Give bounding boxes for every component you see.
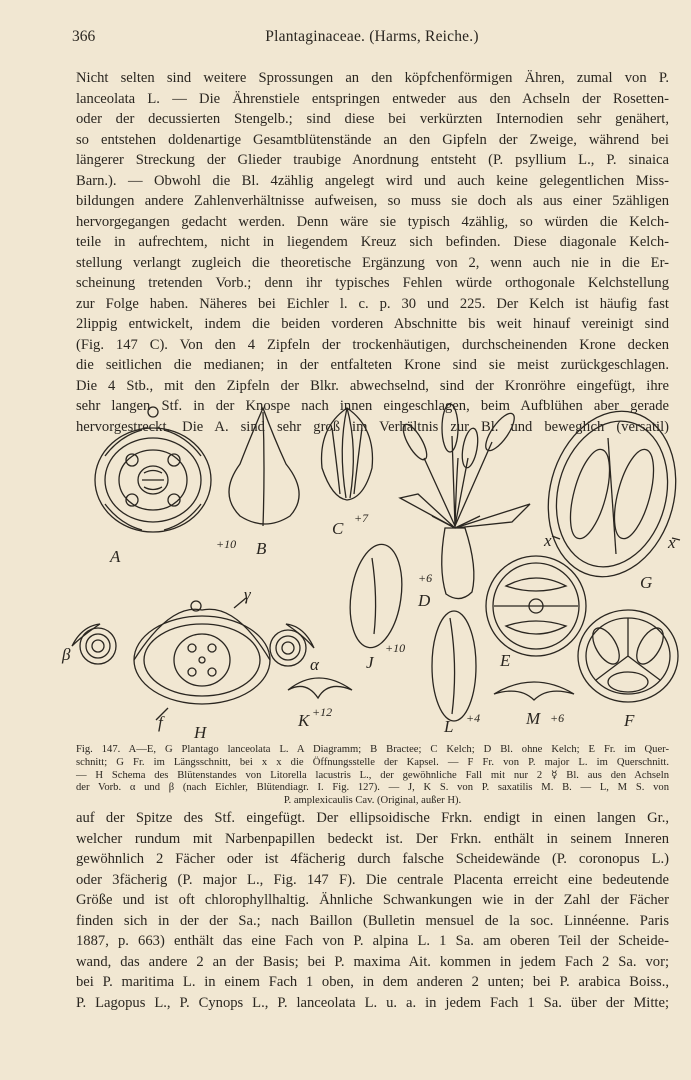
text-line: oder der decussierten Stengelb.; sind diese bei verkürzten Internodien sehr genähert, <box>76 111 669 127</box>
diagram-a <box>95 407 211 532</box>
text-line: Nicht selten sind weitere Sprossungen an den köpfchenförmigen Ähren, zumal von P. <box>76 70 669 86</box>
magnification-m: +6 <box>550 711 565 725</box>
text-line: längerer Streckung der Glieder traubige Anordnung entsteht (P. psyllium L., P. sinaica <box>76 152 669 168</box>
text-line: finden sich in der der Sa.; nach Baillon (Bulletin mensuel de la soc. Linnéenne. Paris <box>76 912 669 929</box>
diagram-h <box>72 598 314 720</box>
calyx-c <box>322 408 373 500</box>
figure-caption <box>76 744 669 808</box>
caption-line: — H Schema des Blütenstandes von Litorella lacustris L., der gewöhnliche Fall mit nur 2 ☿ Bl. aus den Achseln <box>76 769 669 781</box>
label-g: G <box>640 573 653 592</box>
label-alpha: α <box>310 655 319 674</box>
text-line: zur Folge haben. Näheres bei Eichler l. c. p. 30 und 225. Der Kelch ist häufig fast <box>76 295 669 312</box>
label-f-lower: f <box>158 713 163 732</box>
text-line: Die 4 Stb., mit den Zipfeln der Blkr. abwechselnd, sind der Kronröhre eingefügt, ihre <box>76 377 669 394</box>
fruit-f <box>578 610 678 702</box>
label-beta: β <box>62 645 71 664</box>
text-line: stellung verlangt zugleich die theoretische Ergänzung von 2, wenn auch nie in die Er- <box>76 254 669 271</box>
label-j: J <box>366 653 374 672</box>
label-l: L <box>444 717 454 736</box>
fruit-g <box>530 398 690 591</box>
text-line: gewöhnlich 2 Fächer oder ist 4fächerig durch falsche Scheidewände (P. coronopus L.) <box>76 851 669 867</box>
text-line: hervorgegangen gedacht werden. Denn wäre sie typisch 4zählig, so würden die Kelch- <box>76 213 669 230</box>
text-line: Barn.). — Obwohl die Bl. 4zählig angelegt wird und auch keine gelegentlichen Miss- <box>76 172 669 189</box>
text-line: bildungen andere Zahlenverhältnisse aufweisen, so muss sie doch als aus einer 5zähligen <box>76 193 669 209</box>
label-d: D <box>418 591 431 610</box>
magnification-k: +12 <box>312 705 333 719</box>
body-paragraph-2 <box>76 808 669 1013</box>
label-gamma: γ <box>244 585 251 604</box>
text-line: auf der Spitze des Stf. eingefügt. Der ellipsoidische Frkn. endigt in einen langen Gr., <box>76 810 669 826</box>
label-x-left: x <box>544 531 552 550</box>
seed-m <box>494 682 574 700</box>
text-line: so entstehen doldenartige Gesamtblütenstände an den Gipfeln der Zweige, während bei <box>76 131 669 148</box>
caption-line: der Vorb. α und β (nach Eichler, Blütendiagr. I. Fig. 127). — J, K S. von P. saxatilis M. B. — L, M S. von <box>76 782 669 794</box>
label-m: M <box>526 709 541 728</box>
magnification-l: +4 <box>466 711 481 725</box>
seed-k <box>288 678 352 698</box>
magnification-b: +10 <box>216 537 237 551</box>
text-line: P. Lagopus L., P. Cynops L., P. lanceolata L. u. a. in jedem Fach 1 Sa. über der Mitte; <box>76 994 669 1011</box>
text-line: welcher rundum mit Narbenpapillen bedeckt ist. Der Frkn. enthält in seinem Inneren <box>76 830 669 847</box>
text-line: (Fig. 147 C). Von den 4 Zipfeln der trockenhäutigen, durchscheinenden Krone decken <box>76 336 669 353</box>
page-header <box>72 28 672 52</box>
figure-147 <box>60 398 690 743</box>
magnification-d: +6 <box>418 571 433 585</box>
text-line: sehr langen Stf. in der Knospe nach innen eingeschlagen, beim Aufblühen aber gerade <box>76 398 669 414</box>
text-line: hervorgestreckt. Die A. sind sehr groß im Verhältnis zur Bl. und beweglich (versatil) <box>76 418 669 435</box>
flower-d <box>399 404 530 599</box>
label-x-right: x <box>668 533 676 552</box>
label-e: E <box>500 651 511 670</box>
caption-line: P. amplexicaulis Cav. (Original, außer H). <box>283 795 462 807</box>
text-line: 1887, p. 663) enthält das eine Fach von P. alpina L. 1 Sa. am oberen Teil der Scheide- <box>76 933 669 949</box>
running-title: Plantaginaceae. (Harms, Reiche.) <box>265 28 479 45</box>
label-b: B <box>256 539 267 558</box>
text-line: Größe und ist oft chlorophyllhaltig. Ähnliche Schwankungen wie in der Zahl der Fächer <box>76 892 669 908</box>
text-line: teile in aufrechtem, nicht in liegendem Kreuz sich befinden. Diese diagonale Kelch- <box>76 234 669 250</box>
text-line: scheinung tretenden Vorb.; denn ihr typisches Fehlen würde orthogonale Kelchstellung <box>76 275 669 291</box>
magnification-c: +7 <box>354 511 369 525</box>
text-line: die seitlichen die medianen; in der entfalteten Krone sind sie meist zurückgeschlagen. <box>76 357 669 373</box>
caption-line: schnitt; G Fr. im Längsschnitt, bei x x die Öffnungsstelle der Kapsel. — F Fr. von P. major L. im Querschnitt. <box>76 756 669 768</box>
label-f: F <box>624 711 635 730</box>
body-paragraph-1 <box>76 68 669 437</box>
text-line: wand, das andere 2 an der Basis; bei P. maxima Ait. kommen in jedem Fach 2 Sa. vor; <box>76 953 669 970</box>
text-line: lanceolata L. — Die Ährenstiele entspringen entweder aus den Achseln der Rosetten- <box>76 90 669 107</box>
label-h: H <box>194 723 207 742</box>
text-line: oder 3fächerig (P. major L., Fig. 147 F). Die centrale Placenta erreicht eine bedeutende <box>76 871 669 888</box>
fruit-e <box>486 556 586 656</box>
figure-labels <box>61 511 676 742</box>
label-k: K <box>298 711 310 730</box>
caption-line: Fig. 147. A—E, G Plantago lanceolata L. A Diagramm; B Bractee; C Kelch; D Bl. ohne Kelch; E Fr. im Quer- <box>76 744 669 755</box>
text-line: 2lippig entwickelt, indem die beiden vorderen Abschnitte bis weit hinauf vereinigt sind <box>76 316 669 332</box>
text-line: bei P. maritima L. in einem Fach 1 oben, in dem anderen 2 unten; bei P. arabica Boiss., <box>76 974 669 990</box>
magnification-j: +10 <box>385 641 406 655</box>
label-a: A <box>110 547 121 566</box>
page-number: 366 <box>72 28 96 45</box>
label-c: C <box>332 519 344 538</box>
